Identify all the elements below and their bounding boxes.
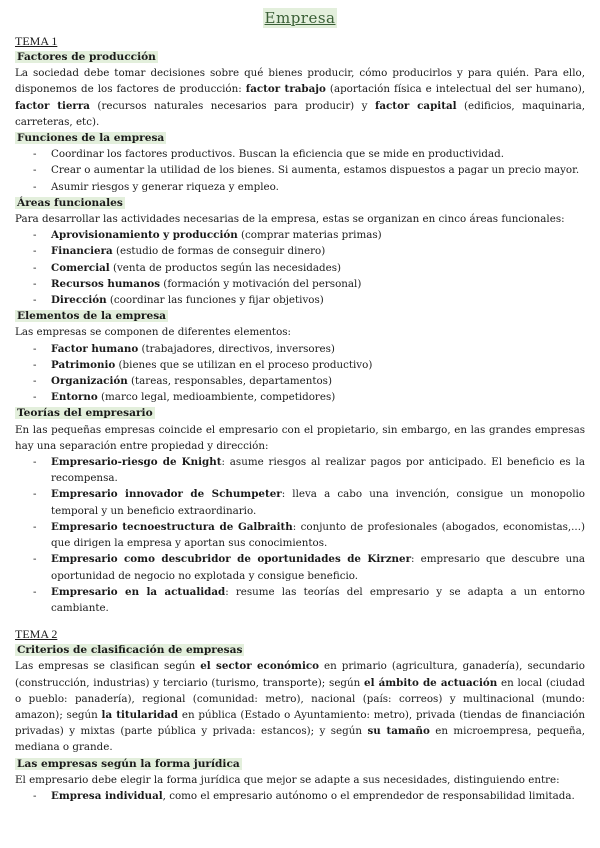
- list-item: - Recursos humanos (formación y motivación del personal): [33, 277, 362, 290]
- list-item: - Dirección (coordinar las funciones y fijar objetivos): [33, 294, 324, 307]
- list-item: - Patrimonio (bienes que se utilizan en el proceso productivo): [33, 358, 373, 371]
- list-item: - Factor humano (trabajadores, directivos, inversores): [33, 342, 335, 355]
- teorias-intro: En las pequeñas empresas coincide el empresario con el propietario, sin embargo, en las grandes empresas hay una separación entre propiedad y dirección:: [15, 423, 585, 452]
- tema-1-label: TEMA 1: [15, 34, 58, 48]
- criterios-paragraph: Las empresas se clasifican según el sector económico en primario (agricultura, ganadería), secundario (construcción, industrias) y terciario (turismo, transporte); según el ámbito de actuación en local (ciudad o pueblo: panadería), regional (comunidad: metro), nacional (país: correos) y multinacional (mundo: amazon); según la titularidad en pública (Estado o Ayuntamiento: metro), privada (tiendas de financiación privadas) y mixtas (parte pública y privada: estancos); y según su tamaño en microempresa, pequeña, mediana o grande.: [15, 660, 586, 754]
- list-item: - Organización (tareas, responsables, departamentos): [33, 375, 332, 388]
- forma-juridica-list: [15, 788, 585, 804]
- areas-list: [15, 227, 585, 308]
- list-item: - Empresario innovador de Schumpeter: lleva a cabo una invención, consigue un monopolio temporal y un beneficio extraordinario.: [33, 488, 585, 517]
- forma-juridica-intro: El empresario debe elegir la forma jurídica que mejor se adapte a sus necesidades, distinguiendo entre:: [15, 773, 560, 786]
- factores-paragraph: La sociedad debe tomar decisiones sobre qué bienes producir, cómo producirlos y para quién. Para ello, disponemos de los factores de producción: factor trabajo (aportación física e intelectual del ser humano), factor tierra (recursos naturales necesarios para producir) y factor capital (edificios, maquinaria, carreteras, etc).: [15, 67, 586, 128]
- list-item: - Asumir riesgos y generar riqueza y empleo.: [33, 180, 279, 193]
- list-item: - Empresa individual, como el empresario autónomo o el emprendedor de responsabilidad limitada.: [33, 789, 575, 802]
- list-item: - Empresario-riesgo de Knight: asume riesgos al realizar pagos por anticipado. El beneficio es la recompensa.: [33, 456, 585, 485]
- areas-heading: Áreas funcionales: [17, 196, 123, 209]
- list-item: - Empresario como descubridor de oportunidades de Kirzner: empresario que descubre una oportunidad de negocio no explotada y consigue beneficio.: [33, 553, 586, 582]
- list-item: - Comercial (venta de productos según las necesidades): [33, 261, 342, 274]
- list-item: - Empresario en la actualidad: resume las teorías del empresario y se adapta a un entorno cambiante.: [33, 585, 585, 614]
- elementos-list: [15, 341, 585, 406]
- page-title: Empresa: [264, 9, 336, 27]
- title-wrap: [0, 0, 600, 32]
- elementos-heading: Elementos de la empresa: [17, 310, 167, 323]
- areas-intro: Para desarrollar las actividades necesarias de la empresa, estas se organizan en cinco áreas funcionales:: [15, 213, 565, 226]
- funciones-heading: Funciones de la empresa: [17, 132, 165, 145]
- list-item: - Entorno (marco legal, medioambiente, competidores): [33, 391, 336, 404]
- list-item: - Crear o aumentar la utilidad de los bienes. Si aumenta, estamos dispuestos a pagar un precio mayor.: [33, 164, 580, 177]
- funciones-list: [15, 146, 585, 195]
- list-item: - Empresario tecnoestructura de Galbraith: conjunto de profesionales (abogados, economistas,...) que dirigen la empresa y aportan sus conocimientos.: [33, 520, 585, 550]
- list-item: - Aprovisionamiento y producción (comprar materias primas): [33, 229, 382, 242]
- document-content: [15, 33, 585, 804]
- teorias-list: [15, 454, 585, 616]
- elementos-intro: Las empresas se componen de diferentes elementos:: [15, 326, 292, 339]
- list-item: - Financiera (estudio de formas de conseguir dinero): [33, 245, 326, 258]
- factores-heading: Factores de producción: [17, 51, 156, 63]
- tema-2-label: TEMA 2: [15, 627, 58, 642]
- list-item: - Coordinar los factores productivos. Buscan la eficiencia que se mide en productividad.: [33, 148, 505, 161]
- teorias-heading: Teorías del empresario: [17, 407, 153, 420]
- criterios-heading: Criterios de clasificación de empresas: [17, 644, 243, 657]
- forma-juridica-heading: Las empresas según la forma jurídica: [17, 757, 240, 770]
